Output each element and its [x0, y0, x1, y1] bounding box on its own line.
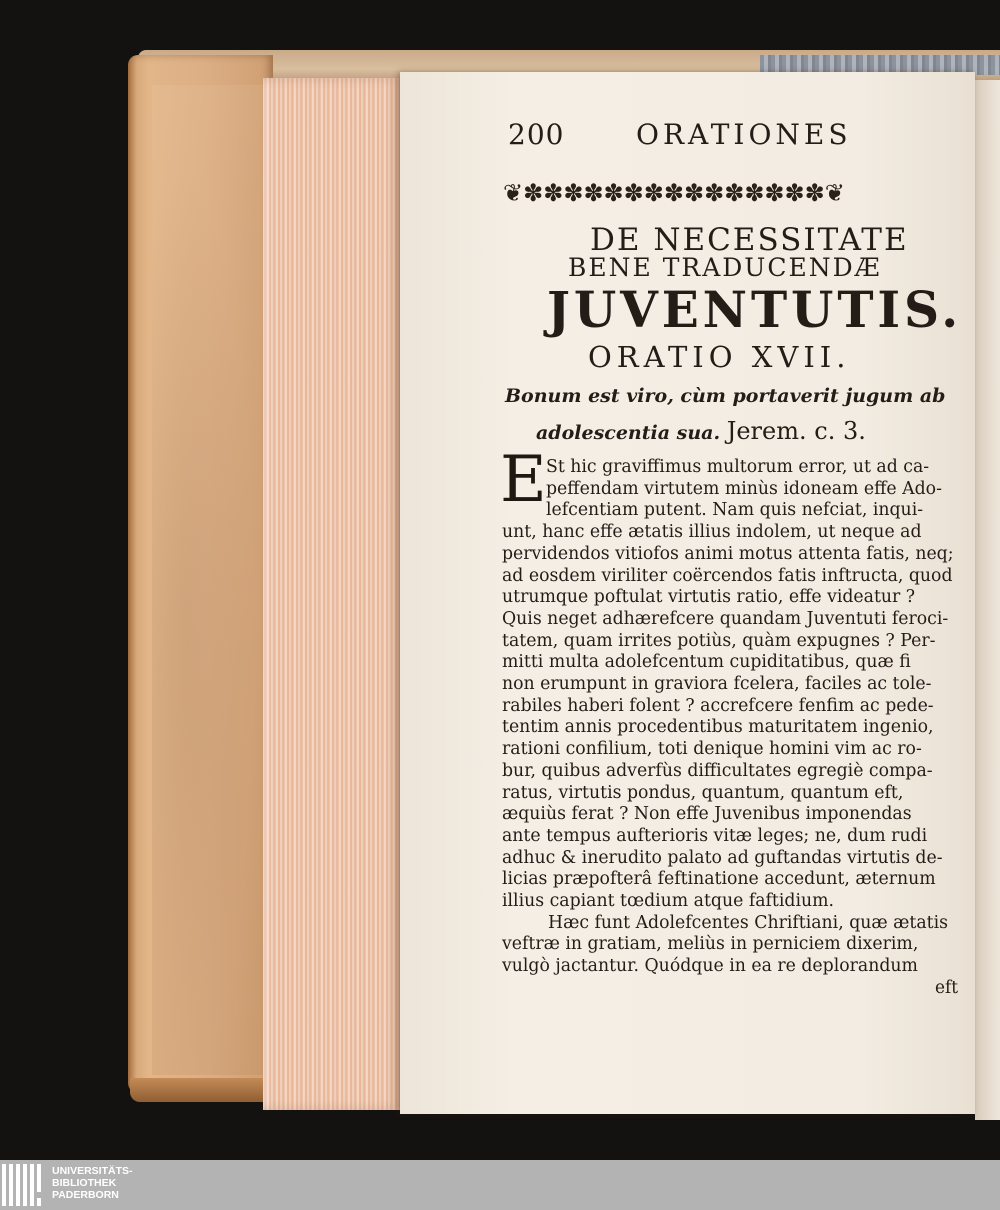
drop-cap: E: [500, 443, 547, 517]
body-line: lefcentiam putent. Nam quis nefciat, inqui-: [546, 500, 924, 521]
body-line: tentim annis procedentibus maturitatem ingenio,: [502, 717, 934, 738]
body-line: Quis neget adhærefcere quandam Juventuti feroci-: [502, 608, 949, 629]
oratio-number: ORATIO XVII.: [588, 340, 851, 374]
body-line: St hic graviffimus multorum error, ut ad ca-: [546, 457, 930, 477]
heading-line-3: JUVENTUTIS.: [547, 280, 963, 339]
body-line: ante tempus aufterioris vitæ leges; ne, dum rudi: [502, 825, 928, 846]
heading-line-1: DE NECESSITATE: [590, 222, 909, 258]
body-line: mitti multa adolefcentum cupiditatibus, quæ fi: [502, 652, 911, 673]
next-page-edge: [975, 80, 1000, 1120]
page-edges-red: [263, 78, 403, 1110]
catchword: eft: [935, 977, 958, 998]
running-title: ORATIONES: [636, 118, 852, 151]
body-line: unt, hanc effe ætatis illius indolem, ut neque ad: [502, 522, 922, 543]
body-line: vulgò jactantur. Quódque in ea re deplorandum: [502, 956, 918, 977]
body-line: adhuc & inerudito palato ad guftandas virtutis de-: [502, 847, 943, 868]
epigraph-text: adolescentia sua.: [536, 422, 721, 444]
body-line: veftræ in gratiam, meliùs in perniciem dixerim,: [502, 934, 919, 955]
fleuron-ornament-band: ❦✽✽✽✽✽✽✽✽✽✽✽✽✽✽✽❦: [503, 179, 845, 207]
library-name-line-3: PADERBORN: [52, 1189, 119, 1201]
body-line: ad eosdem viriliter coërcendos fatis inftructa, quod: [502, 565, 953, 586]
body-line: pervidendos vitiofos animi motus attenta fatis, neq;: [502, 543, 954, 564]
library-name-line-2: BIBLIOTHEK: [52, 1177, 117, 1189]
body-line: rabiles haberi folent ? accrefcere fenfim ac pede-: [502, 695, 934, 716]
body-line: rationi confilium, toti denique homini vim ac ro-: [502, 739, 922, 760]
body-line: licias præpofterâ feftinatione accedunt, æternum: [502, 869, 936, 890]
epigraph-reference: Jerem. c. 3.: [726, 417, 866, 445]
body-line: æquiùs ferat ? Non effe Juvenibus imponendas: [502, 804, 912, 825]
body-line: ratus, virtutis pondus, quantum, quantum eft,: [502, 782, 904, 803]
epigraph-line-2: [536, 417, 866, 445]
epigraph-line-1: Bonum est viro, cùm portaverit jugum ab: [505, 385, 946, 407]
body-line: peffendam virtutem minùs idoneam effe Ado-: [546, 478, 942, 499]
library-name-line-1: UNIVERSITÄTS-: [52, 1165, 133, 1177]
heading-line-2: BENE TRADUCENDÆ: [568, 253, 882, 282]
book-cover-left: [128, 55, 273, 1093]
body-line: illius capiant tœdium atque faftidium.: [502, 891, 834, 911]
page-number: 200: [508, 118, 565, 151]
body-line: bur, quibus adverfùs difficultates egregiè compa-: [502, 760, 933, 781]
body-line: non erumpunt in graviora fcelera, faciles ac tole-: [502, 674, 932, 694]
body-line: Hæc funt Adolefcentes Chriftiani, quæ ætatis: [548, 912, 948, 933]
body-line: tatem, quam irrites potiùs, quàm expugnes ? Per-: [502, 630, 936, 651]
library-footer-bar: [0, 1160, 1000, 1210]
body-line: utrumque poftulat virtutis ratio, effe videatur ?: [502, 587, 916, 608]
